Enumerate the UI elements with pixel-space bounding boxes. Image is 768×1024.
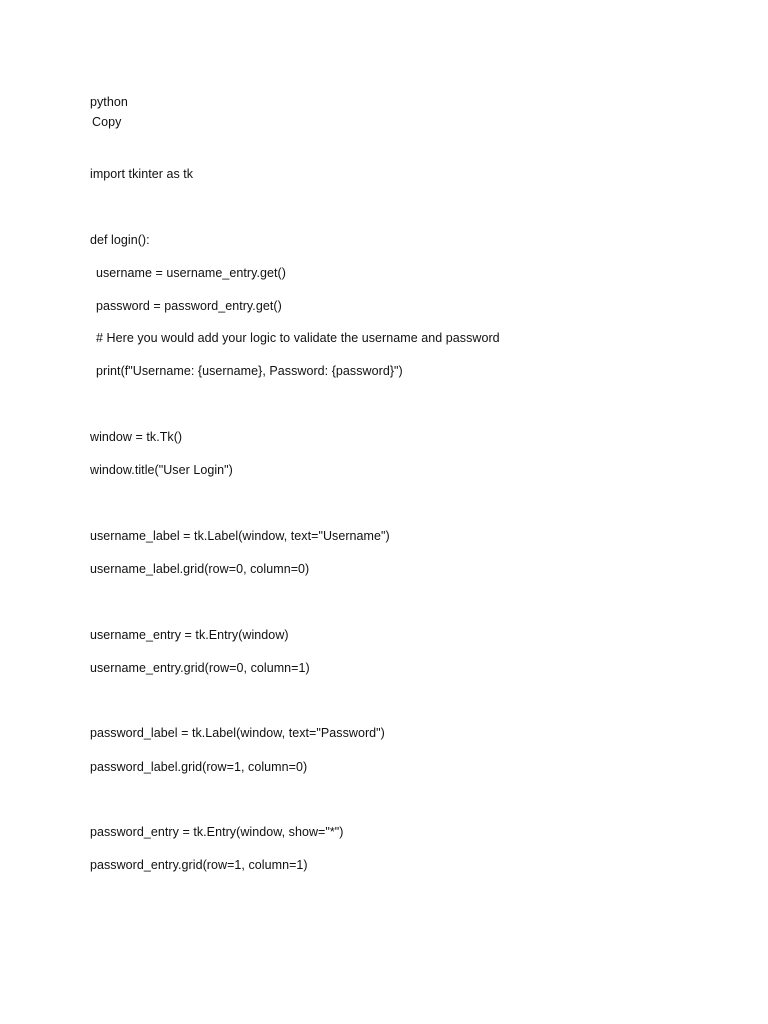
code-line: password_entry = tk.Entry(window, show="*")	[90, 825, 344, 839]
code-line: window.title("User Login")	[90, 463, 233, 477]
code-line: print(f"Username: {username}, Password: {password}")	[96, 364, 403, 378]
code-line: username_entry = tk.Entry(window)	[90, 628, 289, 642]
code-line: # Here you would add your logic to validate the username and password	[96, 331, 500, 345]
code-line: password_label.grid(row=1, column=0)	[90, 760, 308, 774]
copy-button[interactable]: Copy	[92, 115, 122, 129]
code-line: username_entry.grid(row=0, column=1)	[90, 661, 310, 675]
code-line: username = username_entry.get()	[96, 266, 286, 280]
code-line: username_label.grid(row=0, column=0)	[90, 562, 310, 576]
code-line: username_label = tk.Label(window, text="Username")	[90, 529, 390, 543]
code-line: window = tk.Tk()	[90, 430, 183, 444]
code-line: password_label = tk.Label(window, text="Password")	[90, 726, 385, 740]
code-line: password_entry.grid(row=1, column=1)	[90, 858, 308, 872]
code-line: password = password_entry.get()	[96, 299, 282, 313]
code-line: def login():	[90, 233, 150, 247]
code-language-label: python	[90, 95, 128, 109]
code-line: import tkinter as tk	[90, 167, 194, 181]
